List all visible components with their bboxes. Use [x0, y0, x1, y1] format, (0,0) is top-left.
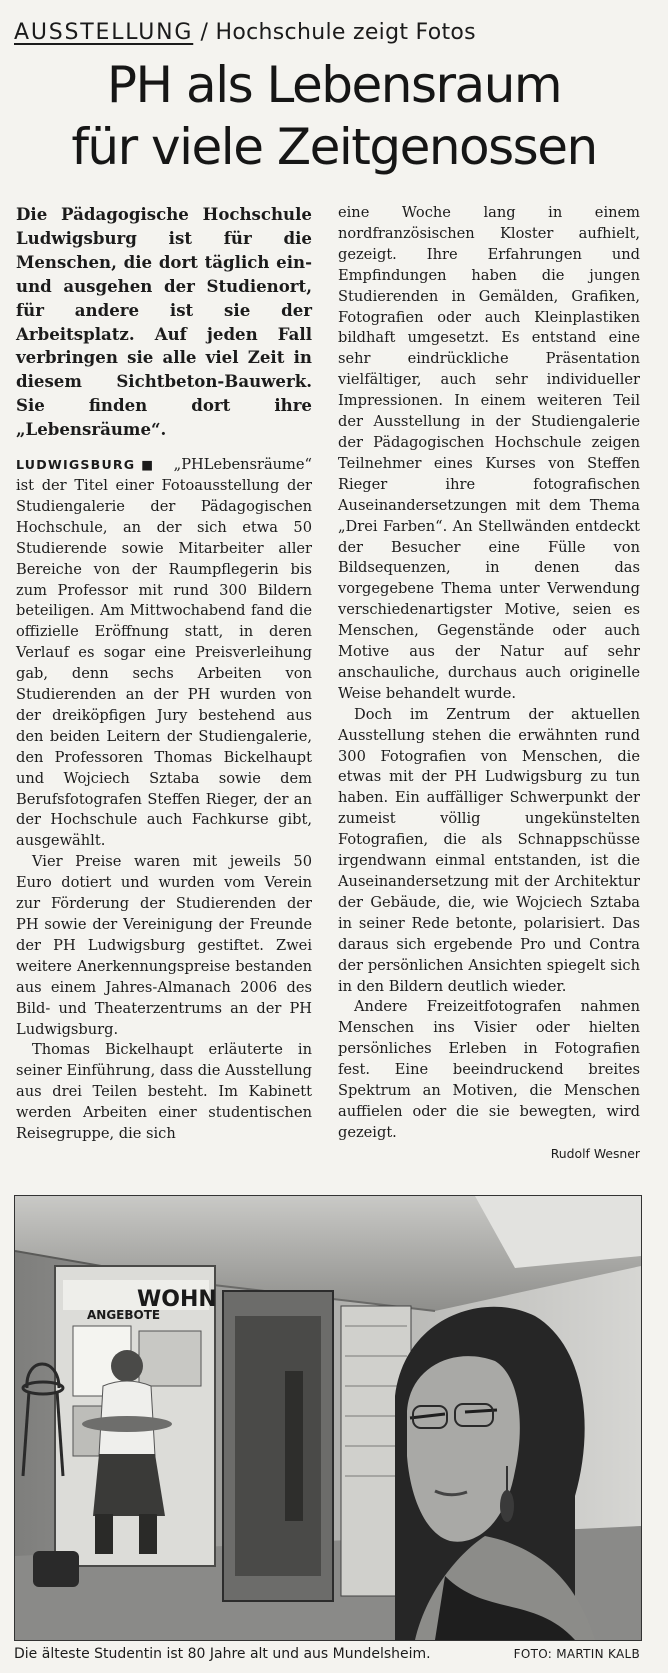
exhibition-photo-illustration [15, 1196, 641, 1640]
body-paragraph-4: Doch im Zentrum der aktuellen Ausstellung stehen die erwähnten rund 300 Fotografien von Menschen, die etwas mit der PH Ludwigsburg zu tun haben. Ein auffälliger Schwerpunkt der zumeist völlig ungekünstelten Fotografien, die als Schnappschüsse irgendwann einmal entstanden, ist die Auseinandersetzung mit der Architektur der Gebäude, die, wie Wojciech Sztaba in seiner Rede betonte, polarisiert. Das daraus sich ergebende Pro und Contra der persönlichen Ansichten spiegelt sich in den Bildern deutlich wieder. [338, 705, 640, 995]
author-byline: Rudolf Wesner [550, 1145, 640, 1161]
article-column-right [338, 203, 640, 1165]
sign-text-angebote: ANGEBOTE [87, 1308, 161, 1322]
rubric-label: AUSSTELLUNG [14, 20, 194, 45]
photo-credit: FOTO: MARTIN KALB [513, 1647, 640, 1661]
kicker-topic: / Hochschule zeigt Fotos [200, 20, 476, 45]
dateline-marker: ■ [141, 457, 156, 473]
body-paragraph-3: Thomas Bickelhaupt erläuterte in seiner Einführung, dass die Ausstellung aus drei Teilen besteht. Im Kabinett werden Arbeiten einer studentischen Reisegruppe, die sich [16, 1041, 312, 1143]
body-paragraph-2: Vier Preise waren mit jeweils 50 Euro dotiert und wurden vom Verein zur Förderung der Studierenden der PH sowie der Vereinigung der Freunde der PH Ludwigsburg gestiftet. Zwei weitere Anerkennungspreise bestanden aus einem Jahres-Almanach 2006 des Bild- und Theaterzentrums an der PH Ludwigsburg. [16, 853, 312, 1038]
headline [0, 54, 668, 178]
article-column-left [16, 203, 312, 1145]
headline-line-2: für viele Zeitgenossen [71, 118, 597, 176]
photo-caption [14, 1646, 640, 1662]
lead-paragraph: Die Pädagogische Hochschule Ludwigsburg ist für die Menschen, die dort täglich ein- und ausgehen der Studienort, für andere ist sie der Arbeitsplatz. Auf jeden Fall verbringen sie alle viel Zeit in diesem Sichtbeton-Bauwerk. Sie finden dort ihre „Lebensräume“. [16, 204, 312, 440]
headline-line-1: PH als Lebensraum [106, 56, 562, 114]
dateline: LUDWIGSBURG [16, 457, 136, 473]
kicker [14, 20, 654, 45]
article-photo [14, 1195, 642, 1641]
body-paragraph-5: Andere Freizeitfotografen nahmen Menschen ins Visier oder hielten persönliches Erleben in Fotografien fest. Eine beeindruckend breites Spektrum an Motiven, die Menschen auffielen oder die sie bewegten, wird gezeigt. [338, 998, 640, 1141]
sign-text-wohn: WOHN [137, 1287, 217, 1312]
body-paragraph-1 [16, 455, 312, 852]
body-paragraph-3-continued: eine Woche lang in einem nordfranzösischen Kloster aufhielt, gezeigt. Ihre Erfahrungen und Empfindungen haben die jungen Studierenden in Gemälden, Grafiken, Fotografien oder auch Kleinplastiken bildhaft umgesetzt. Es entstand eine sehr eindrückliche Präsentation vielfältiger, auch sehr individueller Impressionen. In einem weiteren Teil der Ausstellung in der Studiengalerie der Pädagogischen Hochschule zeigen Teilnehmer eines Kurses von Steffen Rieger ihre fotografischen Auseinandersetzungen mit dem Thema „Drei Farben“. An Stellwänden entdeckt der Besucher eine Fülle von Bildsequenzen, in denen das vorgegebene Thema unter Verwendung verschiedenartigster Motive, seien es Menschen, Gegenstände oder auch Motive aus der Natur auf sehr anschauliche, durchaus auch originelle Weise behandelt wurde. [338, 204, 640, 702]
caption-text: Die älteste Studentin ist 80 Jahre alt und aus Mundelsheim. [14, 1646, 431, 1662]
woman-portrait-illustration [395, 1307, 595, 1640]
body-paragraph-1-text: „PHLebensräume“ ist der Titel einer Fotoausstellung der Studiengalerie der Pädagogischen Hochschule, an der sich etwa 50 Studierende sowie Mitarbeiter aller Bereiche von der Raumpflegerin bis zum Professor mit rund 300 Bildern beteiligen. Am Mittwochabend fand die offizielle Eröffnung statt, in deren Verlauf es sogar eine Preisverleihung gab, denn sechs Arbeiten von Studierenden an der PH wurden von der dreiköpfigen Jury bestehend aus den beiden Leitern der Studiengalerie, den Professoren Thomas Bickelhaupt und Wojciech Sztaba sowie dem Berufsfotografen Steffen Rieger, der an der Hochschule auch Fachkurse gibt, ausgewählt. [16, 456, 312, 850]
